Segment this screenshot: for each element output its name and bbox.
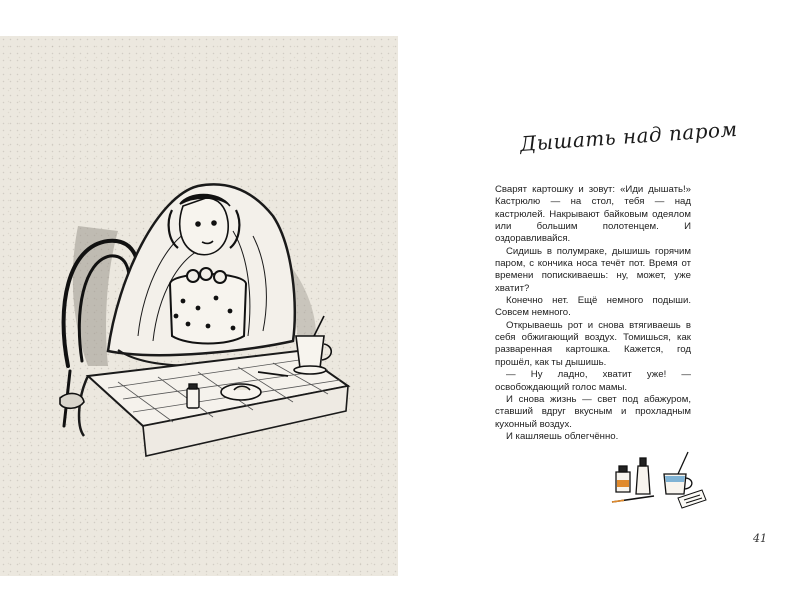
bottle-tall: [636, 458, 650, 494]
pot: [170, 268, 246, 344]
paragraph: — Ну ладно, хватит уже! — освобождающий голос мамы.: [495, 369, 691, 393]
story-text: [495, 184, 691, 443]
bottle-small: [616, 466, 630, 492]
right-page: [398, 36, 800, 576]
page-number: 41: [753, 532, 767, 545]
thermometer-mercury: [612, 500, 624, 502]
paragraph: Конечно нет. Ещё немного подыши. Совсем немного.: [495, 295, 691, 319]
shoe: [60, 393, 84, 408]
left-page: [0, 36, 398, 576]
medicine-bottle: [187, 384, 199, 408]
paragraph: И кашляешь облегчённо.: [506, 430, 619, 442]
medicine-still-life-vignette: [608, 444, 708, 510]
chapter-title: Дышать над паром: [519, 116, 739, 156]
saucer-with-lemon: [221, 384, 261, 400]
paragraph: Сидишь в полумраке, дышишь горячим паром, с кончика носа течёт пот. Время от времени попискиваешь: ну, может, уже хватит?: [495, 245, 691, 294]
paragraph: И снова жизнь — свет под абажуром, ставший вдруг вкусным и прохладным кухонный воздух.: [495, 393, 691, 430]
paragraph: Открываешь рот и снова втягиваешь в себя обжигающий воздух. Томишься, как разваренная картошка. Кажется, год прошёл, как ты дышишь.: [495, 319, 691, 368]
paragraph: Сварят картошку и зовут: «Иди дышать!» Кастрюлю — на стол, тебя — над кастрюлей. Накрывают байковым одеялом или большим полотенцем. И оздоравливайся.: [495, 184, 691, 245]
cup-with-spoon: [664, 452, 692, 494]
child-breathing-steam-illustration: [48, 136, 378, 466]
